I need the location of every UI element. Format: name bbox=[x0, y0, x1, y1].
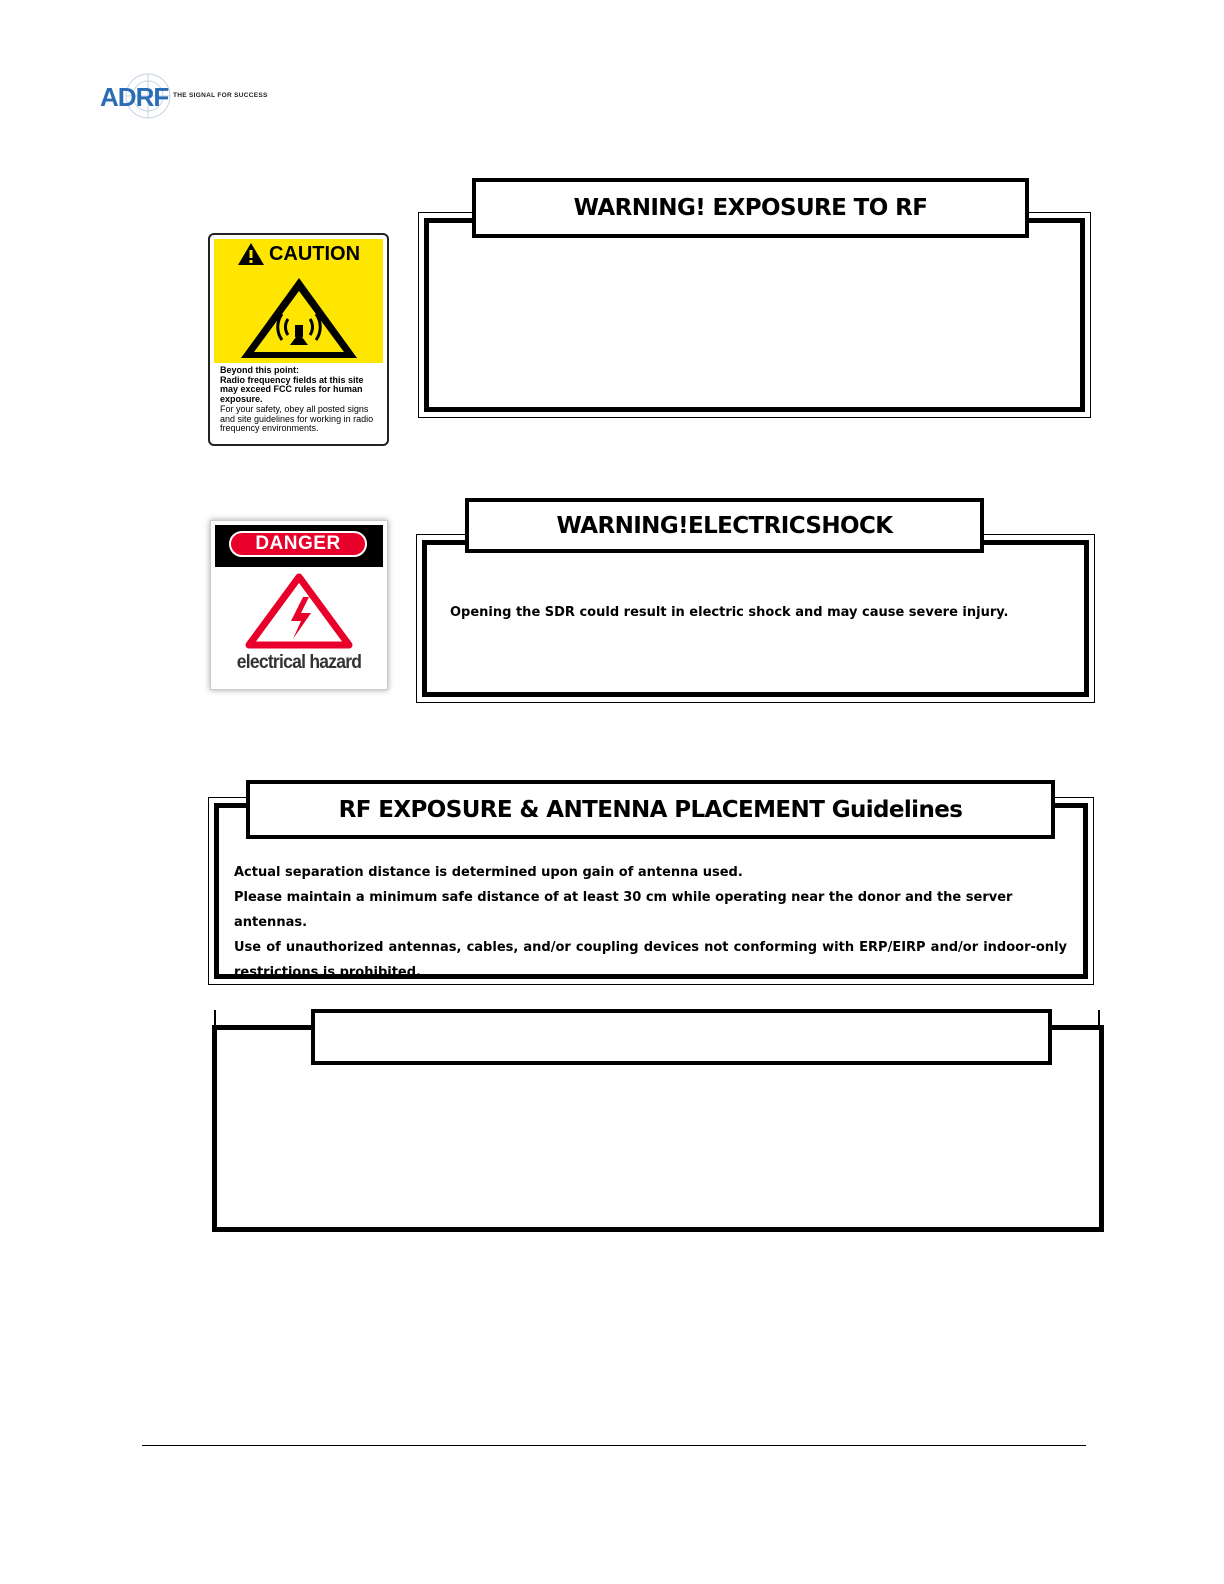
rf-warning-box bbox=[424, 218, 1085, 412]
guidelines-title-box bbox=[246, 780, 1055, 839]
guidelines-title: RF EXPOSURE & ANTENNA PLACEMENT Guidelines bbox=[338, 796, 963, 823]
guidelines-line-1: Actual separation distance is determined upon gain of antenna used. bbox=[234, 865, 743, 880]
empty-warning-title-box bbox=[311, 1009, 1052, 1065]
caution-heading: CAUTION bbox=[268, 242, 361, 265]
guidelines-body bbox=[234, 860, 1067, 985]
rf-caution-sign bbox=[208, 233, 389, 446]
footer-divider bbox=[142, 1445, 1086, 1446]
rf-warning-box-outer bbox=[418, 212, 1091, 418]
caution-line-3: For your safety, obey all posted signs and site guidelines for working in radio frequency environments. bbox=[220, 404, 374, 433]
danger-caption: electrical hazard bbox=[236, 652, 362, 673]
electrical-danger-sign bbox=[210, 520, 388, 690]
danger-heading: DANGER bbox=[255, 533, 341, 554]
warning-triangle-icon bbox=[237, 242, 265, 266]
shock-warning-body: Opening the SDR could result in electric shock and may cause severe injury. bbox=[450, 605, 1009, 620]
shock-warning-title: WARNING!ELECTRICSHOCK bbox=[556, 512, 893, 539]
caution-line-2: Radio frequency fields at this site may exceed FCC rules for human exposure. bbox=[220, 374, 364, 404]
caution-line-1: Beyond this point: bbox=[220, 365, 299, 375]
guidelines-line-3: Use of unauthorized antennas, cables, and/or coupling devices not conforming with ERP/EIRP and/or indoor-only restrictions is prohibited. bbox=[234, 940, 1067, 980]
shock-warning-title-box bbox=[465, 498, 984, 553]
logo-tagline: THE SIGNAL FOR SUCCESS bbox=[173, 92, 268, 99]
rf-warning-title-box bbox=[472, 178, 1029, 238]
empty-box-tick-left bbox=[214, 1010, 216, 1026]
rf-warning-title: WARNING! EXPOSURE TO RF bbox=[573, 195, 928, 221]
empty-box-tick-right bbox=[1098, 1010, 1100, 1026]
electrical-hazard-icon bbox=[245, 573, 353, 649]
guidelines-line-2: Please maintain a minimum safe distance of at least 30 cm while operating near the donor and the server antennas. bbox=[234, 890, 1013, 930]
logo-wordmark: ADRF bbox=[100, 82, 169, 112]
radiation-hazard-icon bbox=[238, 275, 360, 361]
